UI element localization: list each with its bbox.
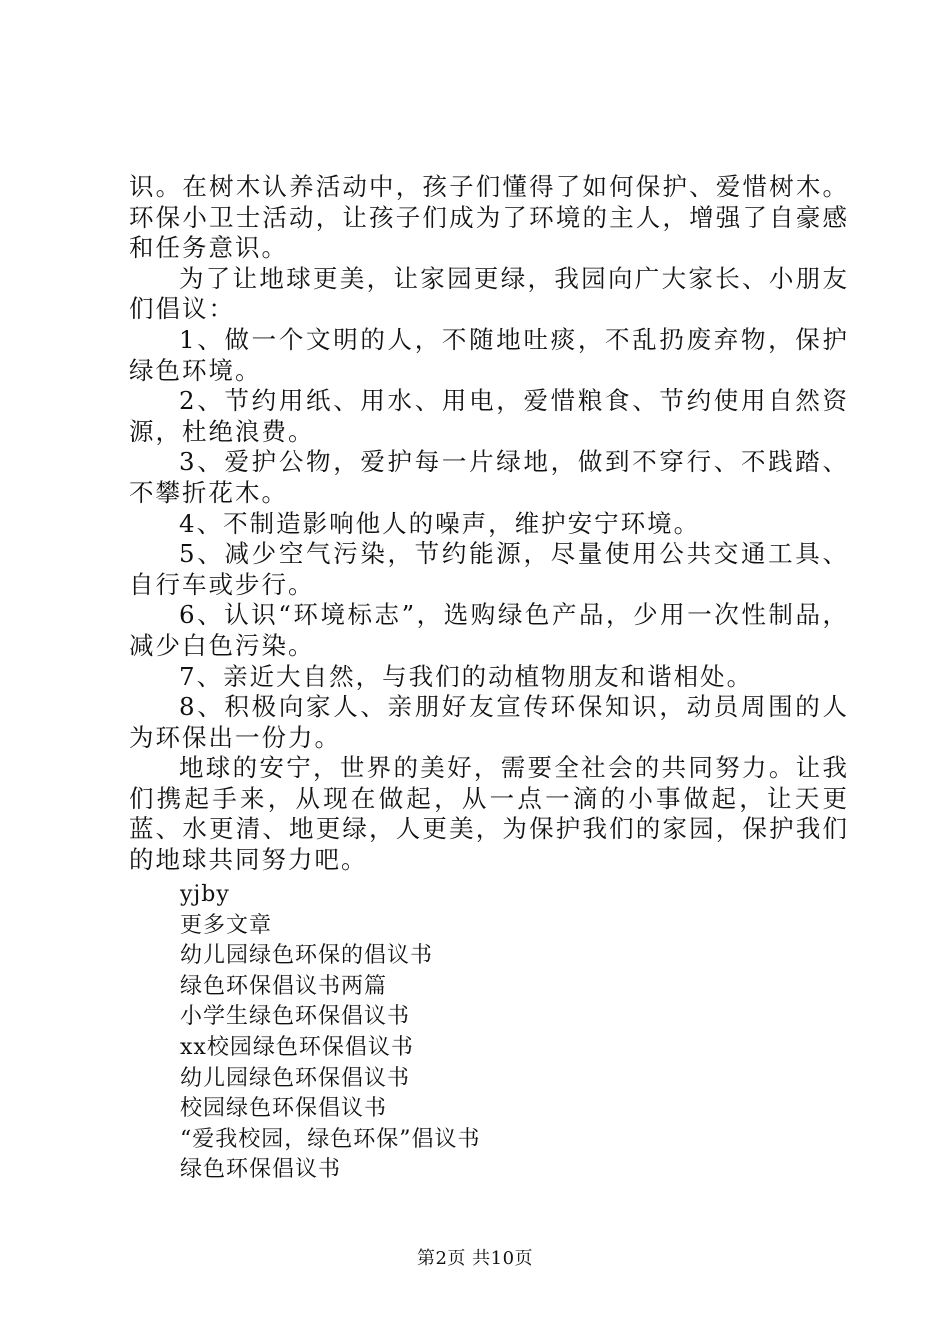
article-link[interactable]: 校园绿色环保倡议书 (180, 1096, 388, 1122)
proposal-item-7: 7、亲近大自然，与我们的动植物朋友和谐相处。 (179, 661, 754, 691)
article-link[interactable]: xx校园绿色环保倡议书 (180, 1034, 414, 1060)
more-articles-heading: 更多文章 (180, 912, 273, 938)
document-body (129, 172, 849, 876)
more-articles-section (180, 880, 780, 1186)
proposal-item-4: 4、不制造影响他人的噪声，维护安宁环境。 (179, 508, 701, 538)
proposal-item-5: 5、减少空气污染，节约能源，尽量使用公共交通工具、自行车或步行。 (129, 539, 849, 599)
article-link[interactable]: 绿色环保倡议书 (180, 1157, 342, 1183)
paragraph-conclusion: 地球的安宁，世界的美好，需要全社会的共同努力。让我们携起手来，从现在做起，从一点一滴的小事做起，让天更蓝、水更清、地更绿，人更美，为保护我们的家园，保护我们的地球共同努力吧。 (129, 753, 849, 875)
paragraph-intro-continued: 识。在树木认养活动中，孩子们懂得了如何保护、爱惜树木。环保小卫士活动，让孩子们成为了环境的主人，增强了自豪感和任务意识。 (129, 172, 849, 263)
article-link[interactable]: 幼儿园绿色环保倡议书 (180, 1065, 411, 1091)
article-link[interactable]: 绿色环保倡议书两篇 (180, 973, 388, 999)
article-link[interactable]: 幼儿园绿色环保的倡议书 (180, 943, 434, 969)
paragraph-proposal-intro: 为了让地球更美，让家园更绿，我园向广大家长、小朋友们倡议： (129, 263, 849, 324)
proposal-item-6: 6、认识“环境标志”，选购绿色产品，少用一次性制品，减少白色污染。 (129, 600, 849, 660)
proposal-item-2: 2、节约用纸、用水、用电，爱惜粮食、节约使用自然资源，杜绝浪费。 (129, 386, 849, 446)
source-tag: yjby (180, 882, 230, 907)
proposal-item-3: 3、爱护公物，爱护每一片绿地，做到不穿行、不践踏、不攀折花木。 (129, 447, 849, 507)
proposal-item-8: 8、积极向家人、亲朋好友宣传环保知识，动员周围的人为环保出一份力。 (129, 692, 849, 752)
article-link[interactable]: 小学生绿色环保倡议书 (180, 1004, 411, 1030)
proposal-item-1: 1、做一个文明的人，不随地吐痰，不乱扔废弃物，保护绿色环境。 (129, 324, 849, 385)
page-number: 第2页 共10页 (416, 1248, 534, 1269)
article-link[interactable]: “爱我校园，绿色环保”倡议书 (180, 1126, 481, 1152)
